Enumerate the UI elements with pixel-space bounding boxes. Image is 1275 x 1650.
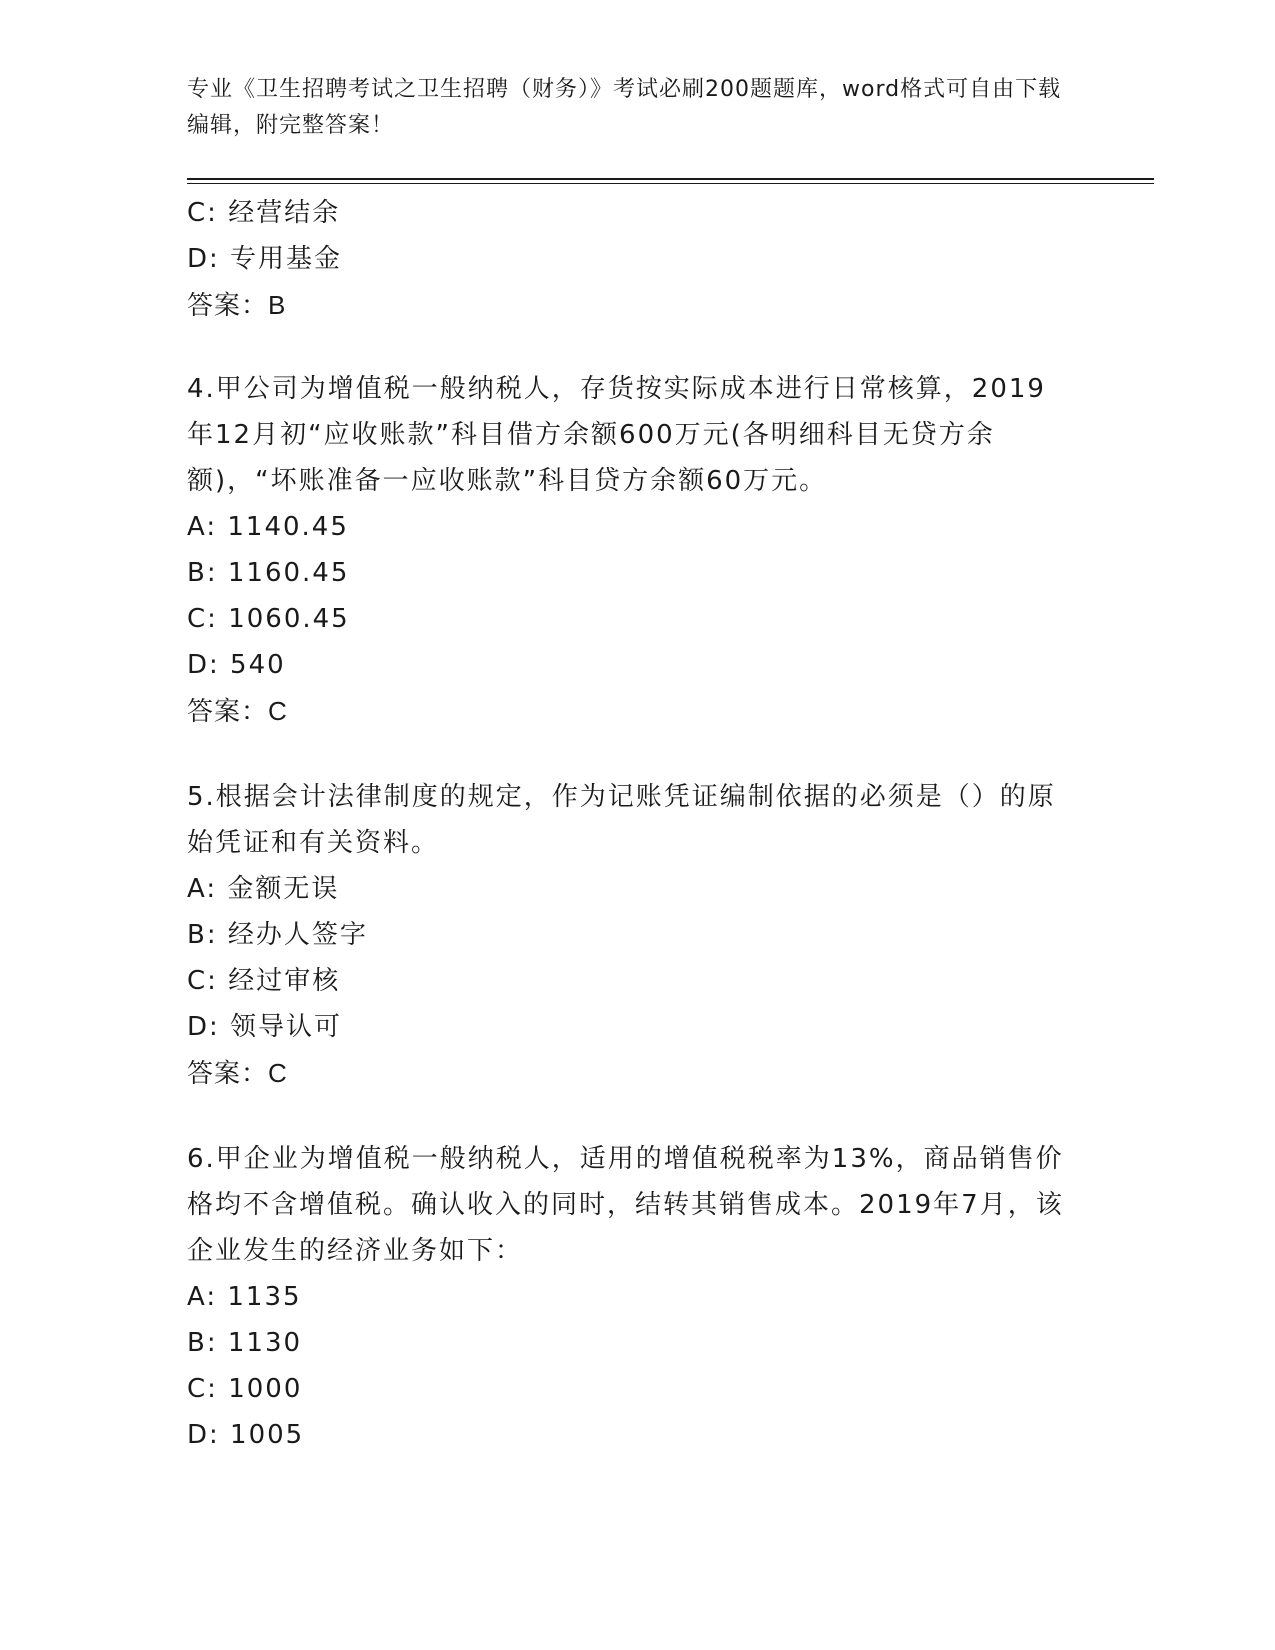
option-text: 金额无误 (227, 874, 340, 904)
option-label: A: (187, 874, 218, 904)
option-b (187, 912, 1067, 958)
question-4 (187, 366, 1067, 734)
option-d (187, 236, 1067, 282)
option-a (187, 866, 1067, 912)
option-label: C: (187, 198, 218, 228)
option-label: A: (187, 1282, 218, 1312)
option-label: B: (187, 920, 218, 950)
option-c (187, 958, 1067, 1004)
option-label: C: (187, 1374, 218, 1404)
document-header: 专业《卫生招聘考试之卫生招聘（财务）》考试必刷200题题库，word格式可自由下载编辑，附完整答案！ (187, 77, 1062, 138)
question-stem: 4.甲公司为增值税一般纳税人，存货按实际成本进行日常核算，2019年12月初“应收账款”科目借方余额600万元(各明细科目无贷方余额)，“坏账准备一应收账款”科目贷方余额60万元。 (187, 374, 1046, 496)
question-5 (187, 774, 1067, 1096)
option-a (187, 1274, 1067, 1320)
question-6 (187, 1136, 1067, 1458)
header-divider-thick (187, 178, 1154, 180)
question-list (187, 190, 1067, 1458)
option-label: D: (187, 650, 220, 680)
option-c (187, 1366, 1067, 1412)
option-d (187, 1412, 1067, 1458)
option-c (187, 190, 1067, 236)
option-label: D: (187, 1012, 220, 1042)
option-text: 经过审核 (228, 966, 341, 996)
question-stem: 5.根据会计法律制度的规定，作为记账凭证编制依据的必须是（）的原始凭证和有关资料。 (187, 782, 1056, 858)
option-b (187, 550, 1067, 596)
header-divider-thin (187, 183, 1154, 184)
option-text: 1135 (227, 1282, 302, 1312)
option-d (187, 1004, 1067, 1050)
option-label: A: (187, 512, 218, 542)
option-label: B: (187, 1328, 218, 1358)
option-text: 1000 (228, 1374, 303, 1404)
option-text: 经办人签字 (227, 920, 368, 950)
option-text: 专用基金 (230, 244, 343, 274)
option-text: 1005 (230, 1420, 305, 1450)
answer: 答案：C (187, 1058, 288, 1088)
option-text: 1140.45 (227, 512, 349, 542)
option-text: 经营结余 (228, 198, 341, 228)
option-d (187, 642, 1067, 688)
option-text: 1130 (227, 1328, 303, 1358)
answer: 答案：B (187, 290, 287, 320)
option-label: D: (187, 244, 220, 274)
answer: 答案：C (187, 696, 288, 726)
option-a (187, 504, 1067, 550)
option-label: D: (187, 1420, 220, 1450)
option-label: C: (187, 604, 218, 634)
question-fragment (187, 190, 1067, 328)
question-stem: 6.甲企业为增值税一般纳税人，适用的增值税税率为13%，商品销售价格均不含增值税。确认收入的同时，结转其销售成本。2019年7月，该企业发生的经济业务如下： (187, 1144, 1064, 1266)
option-text: 1060.45 (228, 604, 350, 634)
option-b (187, 1320, 1067, 1366)
option-text: 领导认可 (230, 1012, 343, 1042)
option-text: 1160.45 (227, 558, 350, 588)
option-label: B: (187, 558, 218, 588)
option-label: C: (187, 966, 218, 996)
option-text: 540 (230, 650, 286, 680)
option-c (187, 596, 1067, 642)
